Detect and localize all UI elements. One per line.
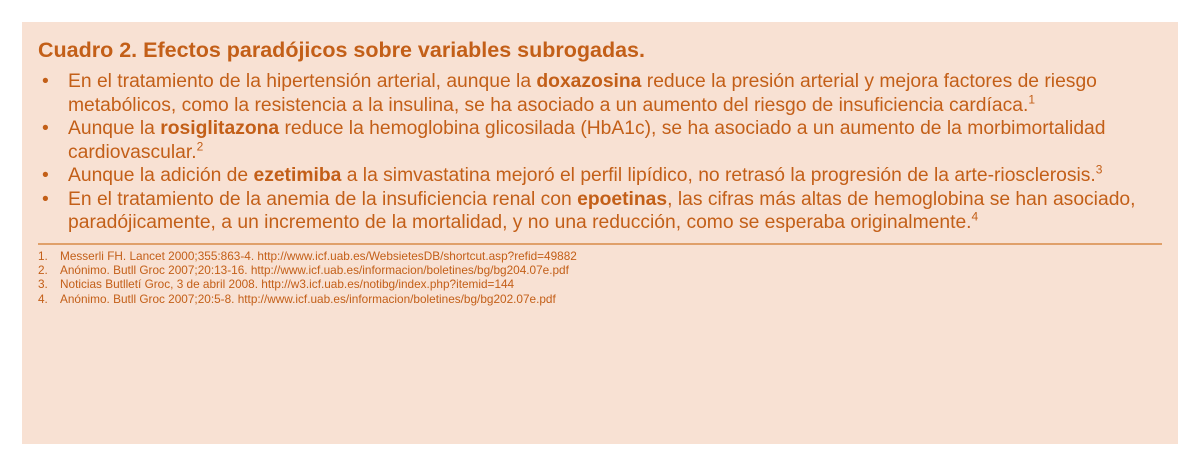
item-text: En el tratamiento de la anemia de la insuficiencia renal con xyxy=(68,188,578,210)
reference-item xyxy=(38,249,1162,263)
citation-number: 3 xyxy=(1095,162,1103,177)
bullet-icon: • xyxy=(42,118,49,139)
reference-text: Noticias Butlletí Groc, 3 de abril 2008. http://w3.icf.uab.es/notibg/index.php?itemid=144 xyxy=(60,277,515,292)
list-item xyxy=(38,70,1162,117)
citation-number: 1 xyxy=(1028,92,1036,107)
box-title: Cuadro 2. Efectos paradójicos sobre variables subrogadas. xyxy=(38,38,645,62)
list-item xyxy=(38,164,1162,188)
reference-item xyxy=(38,263,1162,277)
item-text: reduce la hemoglobina glicosilada (HbA1c), se ha asociado a un aumento de la morbimortalidad cardiovascular. xyxy=(68,118,1106,163)
effects-list xyxy=(38,70,1162,235)
item-text: reduce la presión arterial y mejora factores de riesgo metabólicos, como la resistencia a la insulina, se ha asociado a un aumento del riesgo de insuficiencia cardíaca. xyxy=(68,71,1097,116)
list-item xyxy=(38,188,1162,235)
drug-name: epoetinas xyxy=(577,188,668,210)
bullet-icon: • xyxy=(42,165,49,186)
references-list xyxy=(38,249,1162,307)
reference-number: 4. xyxy=(38,291,48,306)
item-text: Aunque la xyxy=(68,118,161,139)
reference-item xyxy=(38,277,1162,291)
divider xyxy=(38,243,1162,245)
list-item xyxy=(38,117,1162,164)
item-text: En el tratamiento de la hipertensión arterial, aunque la xyxy=(68,71,537,92)
bullet-icon: • xyxy=(42,188,49,210)
drug-name: ezetimiba xyxy=(253,165,342,186)
citation-number: 2 xyxy=(196,139,204,154)
bullet-icon: • xyxy=(42,71,49,92)
item-text: a la simvastatina mejoró el perfil lipídico, no retrasó la progresión de la arte-riosclerosis. xyxy=(341,165,1096,186)
reference-text: Anónimo. Butll Groc 2007;20:5-8. http://www.icf.uab.es/informacion/boletines/bg/bg202.07e.pdf xyxy=(60,291,556,306)
item-text: , las cifras más altas de hemoglobina se han asociado, paradójicamente, a un incremento de la mortalidad, y no una reducción, como se esperaba originalmente. xyxy=(68,188,1136,233)
reference-number: 3. xyxy=(38,277,48,292)
reference-number: 1. xyxy=(38,248,48,263)
reference-text: Anónimo. Butll Groc 2007;20:13-16. http://www.icf.uab.es/informacion/boletines/bg/bg204.07e.pdf xyxy=(60,262,569,277)
drug-name: doxazosina xyxy=(536,71,642,92)
callout-box xyxy=(22,22,1178,444)
citation-number: 4 xyxy=(971,209,979,224)
drug-name: rosiglitazona xyxy=(160,118,280,139)
reference-item xyxy=(38,292,1162,306)
item-text: Aunque la adición de xyxy=(68,165,254,186)
reference-text: Messerli FH. Lancet 2000;355:863-4. http://www.icf.uab.es/WebsietesDB/shortcut.asp?refid=49882 xyxy=(60,248,577,263)
reference-number: 2. xyxy=(38,262,48,277)
